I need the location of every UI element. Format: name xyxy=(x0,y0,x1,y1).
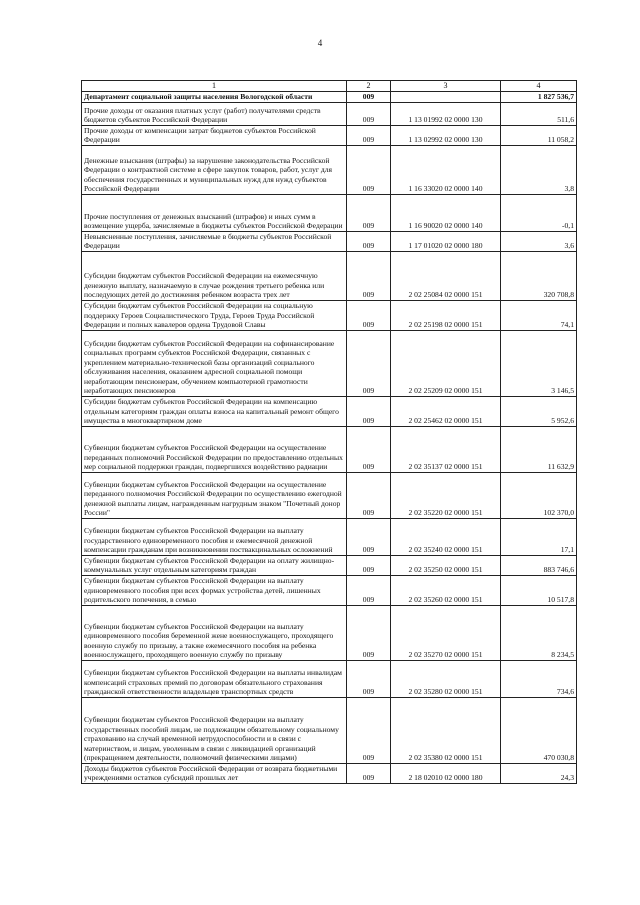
row-name: Невыясненные поступления, зачисляемые в бюджеты субъектов Российской Федерации xyxy=(82,231,347,251)
row-budget-class-code: 1 13 01992 02 0000 130 xyxy=(391,102,501,125)
table-row xyxy=(82,605,577,660)
row-budget-class-code: 2 02 35270 02 0000 151 xyxy=(391,605,501,660)
row-admin-code: 009 xyxy=(347,763,391,783)
row-name: Доходы бюджетов субъектов Российской Федерации от возврата бюджетными учреждениями остатков субсидий прошлых лет xyxy=(82,763,347,783)
department-amount: 1 827 536,7 xyxy=(501,91,577,102)
table-row xyxy=(82,763,577,783)
department-kbk xyxy=(391,91,501,102)
row-admin-code: 009 xyxy=(347,472,391,518)
table-row xyxy=(82,396,577,426)
row-budget-class-code: 2 02 25084 02 0000 151 xyxy=(391,251,501,300)
row-name: Субсидии бюджетам субъектов Российской Федерации на софинансирование социальных программ субъектов Российской Федерации, связанных с укреплением материально-технической базы организаций социального обслуживания населения, оказанием адресной социальной помощи неработающим пенсионерам, обучением компьютерной грамотности неработающих пенсионеров xyxy=(82,330,347,396)
row-budget-class-code: 1 16 90020 02 0000 140 xyxy=(391,194,501,231)
row-budget-class-code: 2 02 35240 02 0000 151 xyxy=(391,518,501,555)
row-budget-class-code: 1 16 33020 02 0000 140 xyxy=(391,145,501,194)
row-admin-code: 009 xyxy=(347,231,391,251)
row-amount: 24,3 xyxy=(501,763,577,783)
table-row xyxy=(82,125,577,145)
row-name: Прочие доходы от компенсации затрат бюджетов субъектов Российской Федерации xyxy=(82,125,347,145)
row-budget-class-code: 2 02 35220 02 0000 151 xyxy=(391,472,501,518)
row-name: Субвенции бюджетам субъектов Российской Федерации на оплату жилищно-коммунальных услуг отдельным категориям граждан xyxy=(82,555,347,575)
row-name: Денежные взыскания (штрафы) за нарушение законодательства Российской Федерации о контрактной системе в сфере закупок товаров, работ, услуг для обеспечения государственных и муниципальных нужд для нужд субъектов Российской Федерации xyxy=(82,145,347,194)
row-budget-class-code: 2 02 25462 02 0000 151 xyxy=(391,396,501,426)
table-row xyxy=(82,251,577,300)
column-header-1: 1 xyxy=(82,81,347,92)
row-name: Субвенции бюджетам субъектов Российской Федерации на выплату государственного единовременного пособия и ежемесячной денежной компенсации гражданам при возникновении поствакцинальных осложнений xyxy=(82,518,347,555)
revenue-table xyxy=(81,80,577,784)
row-name: Субвенции бюджетам субъектов Российской Федерации на выплату государственных пособий лицам, не подлежащим обязательному социальному страхованию на случай временной нетрудоспособности и в связи с материнством, и лицам, уволенным в связи с ликвидацией организаций (прекращением деятельности, полномочий физическими лицами) xyxy=(82,697,347,763)
row-amount: 5 952,6 xyxy=(501,396,577,426)
row-admin-code: 009 xyxy=(347,575,391,605)
row-admin-code: 009 xyxy=(347,396,391,426)
department-code: 009 xyxy=(347,91,391,102)
row-budget-class-code: 2 02 25209 02 0000 151 xyxy=(391,330,501,396)
row-amount: 3,8 xyxy=(501,145,577,194)
row-budget-class-code: 2 02 35137 02 0000 151 xyxy=(391,426,501,472)
table-row xyxy=(82,194,577,231)
table-row xyxy=(82,518,577,555)
row-amount: 11 058,2 xyxy=(501,125,577,145)
row-admin-code: 009 xyxy=(347,426,391,472)
row-admin-code: 009 xyxy=(347,251,391,300)
row-amount: 11 632,9 xyxy=(501,426,577,472)
column-header-2: 2 xyxy=(347,81,391,92)
row-amount: 102 370,0 xyxy=(501,472,577,518)
row-budget-class-code: 1 17 01020 02 0000 180 xyxy=(391,231,501,251)
row-name: Субсидии бюджетам субъектов Российской Федерации на компенсацию отдельным категориям граждан оплаты взноса на капитальный ремонт общего имущества в многоквартирном доме xyxy=(82,396,347,426)
row-name: Субвенции бюджетам субъектов Российской Федерации на выплату единовременного пособия беременной жене военнослужащего, проходящего военную службу по призыву, а также ежемесячного пособия на ребенка военнослужащего, проходящего военную службу по призыву xyxy=(82,605,347,660)
department-name: Департамент социальной защиты населения Вологодской области xyxy=(82,91,347,102)
row-amount: 734,6 xyxy=(501,660,577,697)
row-amount: 883 746,6 xyxy=(501,555,577,575)
row-amount: 320 708,8 xyxy=(501,251,577,300)
table-row xyxy=(82,145,577,194)
row-admin-code: 009 xyxy=(347,555,391,575)
row-budget-class-code: 2 02 35250 02 0000 151 xyxy=(391,555,501,575)
row-admin-code: 009 xyxy=(347,697,391,763)
page-number: 4 xyxy=(317,38,323,48)
table-row xyxy=(82,426,577,472)
row-budget-class-code: 2 18 02010 02 0000 180 xyxy=(391,763,501,783)
table-row xyxy=(82,697,577,763)
revenue-table-body xyxy=(82,81,577,784)
row-budget-class-code: 2 02 35260 02 0000 151 xyxy=(391,575,501,605)
row-admin-code: 009 xyxy=(347,660,391,697)
row-admin-code: 009 xyxy=(347,102,391,125)
row-amount: 3,6 xyxy=(501,231,577,251)
column-header-3: 3 xyxy=(391,81,501,92)
row-amount: 3 146,5 xyxy=(501,330,577,396)
row-budget-class-code: 2 02 25198 02 0000 151 xyxy=(391,300,501,330)
table-row xyxy=(82,102,577,125)
row-amount: 511,6 xyxy=(501,102,577,125)
row-amount: 10 517,8 xyxy=(501,575,577,605)
row-amount: 17,1 xyxy=(501,518,577,555)
row-budget-class-code: 2 02 35280 02 0000 151 xyxy=(391,660,501,697)
row-name: Субвенции бюджетам субъектов Российской Федерации на осуществление переданных полномочий Российской Федерации по предоставлению отдельных мер социальной поддержки граждан, подвергшихся воздействию радиации xyxy=(82,426,347,472)
table-row xyxy=(82,472,577,518)
table-row xyxy=(82,300,577,330)
row-name: Субвенции бюджетам субъектов Российской Федерации на осуществление переданного полномочия Российской Федерации по осуществлению ежегодной денежной выплаты лицам, награжденным нагрудным знаком "Почетный донор России" xyxy=(82,472,347,518)
table-row xyxy=(82,231,577,251)
row-name: Субсидии бюджетам субъектов Российской Федерации на социальную поддержку Героев Социалистического Труда, Героев Труда Российской Федерации и полных кавалеров ордена Трудовой Славы xyxy=(82,300,347,330)
column-header-4: 4 xyxy=(501,81,577,92)
table-header-row xyxy=(82,81,577,92)
row-amount: -0,1 xyxy=(501,194,577,231)
row-amount: 74,1 xyxy=(501,300,577,330)
row-name: Субсидии бюджетам субъектов Российской Федерации на ежемесячную денежную выплату, назначаемую в случае рождения третьего ребенка или последующих детей до достижения ребенком возраста трех лет xyxy=(82,251,347,300)
table-row xyxy=(82,660,577,697)
row-admin-code: 009 xyxy=(347,518,391,555)
row-name: Прочие поступления от денежных взысканий (штрафов) и иных сумм в возмещение ущерба, зачисляемые в бюджеты субъектов Российской Федерации xyxy=(82,194,347,231)
row-name: Субвенции бюджетам субъектов Российской Федерации на выплаты инвалидам компенсаций страховых премий по договорам обязательного страхования гражданской ответственности владельцев транспортных средств xyxy=(82,660,347,697)
row-admin-code: 009 xyxy=(347,330,391,396)
row-name: Субвенции бюджетам субъектов Российской Федерации на выплату единовременного пособия при всех формах устройства детей, лишенных родительского попечения, в семью xyxy=(82,575,347,605)
row-admin-code: 009 xyxy=(347,605,391,660)
row-admin-code: 009 xyxy=(347,145,391,194)
department-row xyxy=(82,91,577,102)
row-admin-code: 009 xyxy=(347,125,391,145)
row-budget-class-code: 2 02 35380 02 0000 151 xyxy=(391,697,501,763)
row-budget-class-code: 1 13 02992 02 0000 130 xyxy=(391,125,501,145)
table-row xyxy=(82,555,577,575)
row-name: Прочие доходы от оказания платных услуг (работ) получателями средств бюджетов субъектов Российской Федерации xyxy=(82,102,347,125)
row-amount: 8 234,5 xyxy=(501,605,577,660)
table-row xyxy=(82,330,577,396)
row-admin-code: 009 xyxy=(347,194,391,231)
row-amount: 470 030,8 xyxy=(501,697,577,763)
table-row xyxy=(82,575,577,605)
row-admin-code: 009 xyxy=(347,300,391,330)
